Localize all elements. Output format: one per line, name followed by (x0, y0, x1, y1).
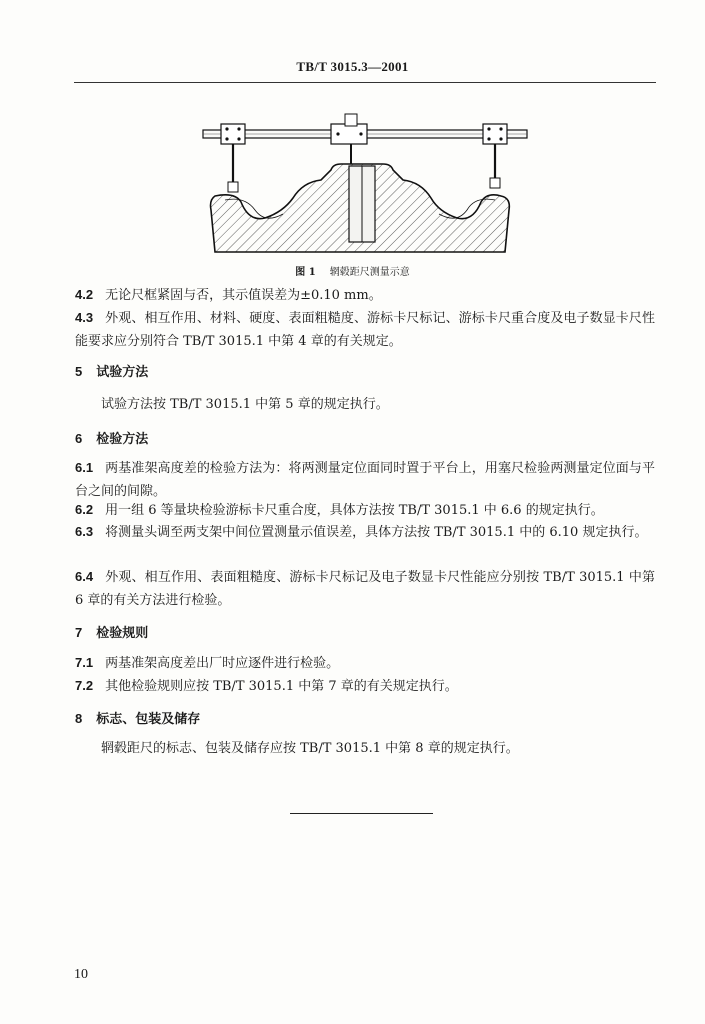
clause-6-4: 6.4 外观、相互作用、表面粗糙度、游标卡尺标记及电子数显卡尺性能应分别按 TB/T 3015.1 中第 6 章的有关方法进行检验。 (75, 569, 655, 608)
clause-7-1: 7.1 两基准架高度差出厂时应逐件进行检验。 (75, 655, 340, 671)
clause-6-2: 6.2 用一组 6 等量块检验游标卡尺重合度，具体方法按 TB/T 3015.1 中 6.6 的规定执行。 (75, 502, 604, 518)
end-of-document-rule (290, 813, 433, 814)
section-5-heading: 5 试验方法 (75, 364, 149, 380)
figure-caption (0, 263, 705, 278)
section-8-text: 辋毂距尺的标志、包装及储存应按 TB/T 3015.1 中第 8 章的规定执行。 (101, 741, 519, 756)
standard-code-header: TB/T 3015.3—2001 (296, 59, 409, 74)
clause-6-3: 6.3 将测量头调至两支架中间位置测量示值误差，具体方法按 TB/T 3015.1 中的 6.10 规定执行。 (75, 524, 648, 540)
section-6-heading: 6 检验方法 (75, 431, 149, 447)
header-rule (74, 82, 656, 83)
clause-7-2: 7.2 其他检验规则应按 TB/T 3015.1 中第 7 章的有关规定执行。 (75, 678, 458, 694)
page-number: 10 (74, 967, 88, 982)
section-7-heading: 7 检验规则 (75, 625, 149, 641)
figure-caption-text: 辋毂距尺测量示意 (329, 267, 410, 278)
section-5-text: 试验方法按 TB/T 3015.1 中第 5 章的规定执行。 (101, 397, 389, 412)
clause-4-2: 4.2 无论尺框紧固与否，其示值误差为±0.10 mm。 (75, 287, 382, 303)
figure-label: 图 1 (295, 267, 316, 278)
clause-6-1: 6.1 两基准架高度差的检验方法为：将两测量定位面同时置于平台上，用塞尺检验两测量定位面与平台之间的间隙。 (75, 460, 655, 499)
clause-4-3: 4.3 外观、相互作用、材料、硬度、表面粗糙度、游标卡尺标记、游标卡尺重合度及电子数显卡尺性能要求应分别符合 TB/T 3015.1 中第 4 章的有关规定。 (75, 310, 655, 349)
figure-rim-hub-gauge (195, 104, 530, 256)
section-8-heading: 8 标志、包装及储存 (75, 711, 201, 727)
